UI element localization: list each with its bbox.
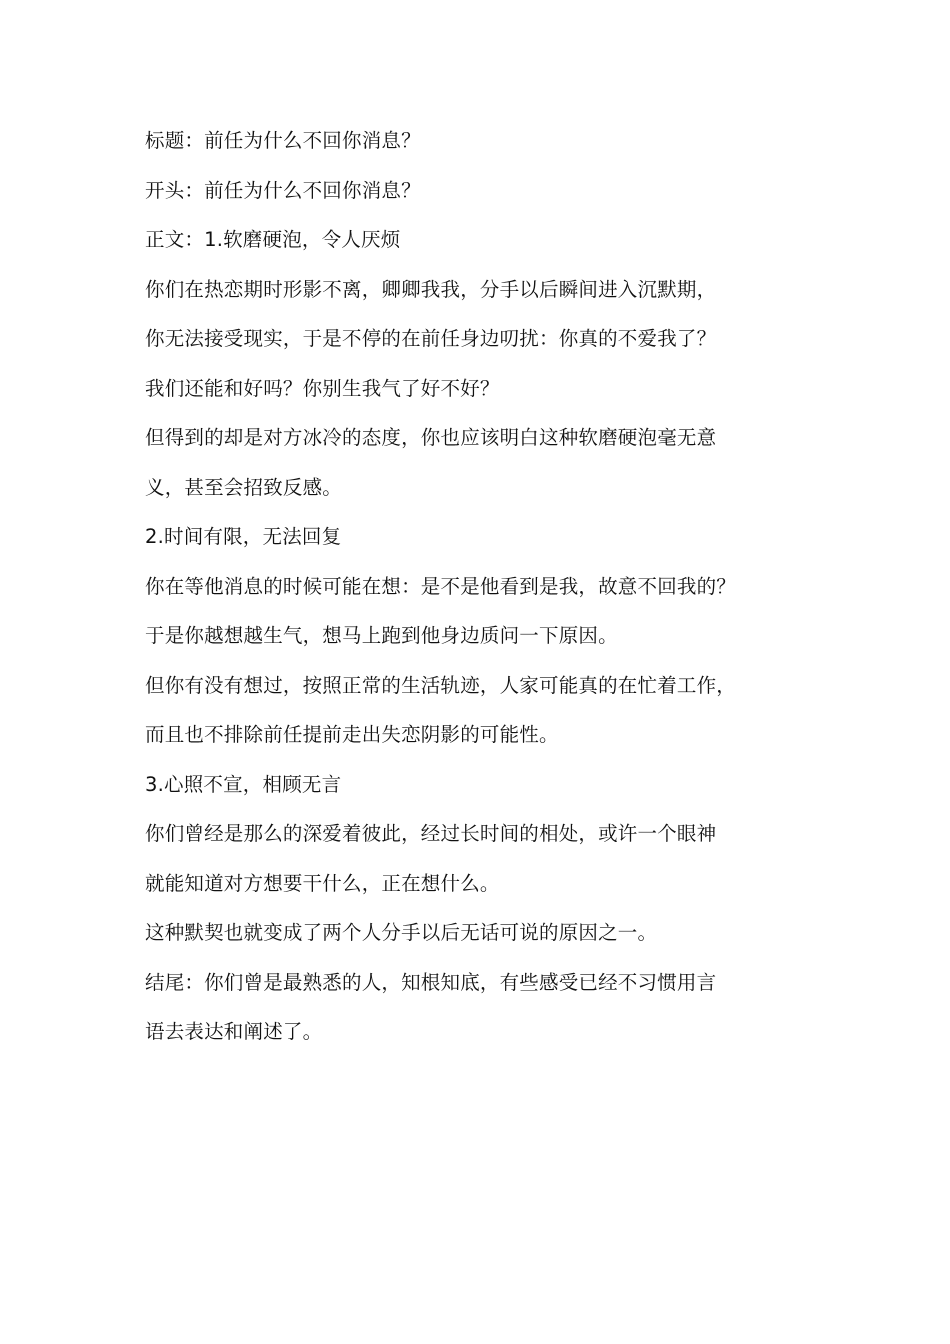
paragraph-line: 就能知道对方想要干什么，正在想什么。: [145, 871, 500, 895]
closing-line: 结尾：你们曾是最熟悉的人，知根知底，有些感受已经不习惯用言: [145, 970, 717, 994]
paragraph-line: 我们还能和好吗？你别生我气了好不好？: [145, 376, 500, 400]
paragraph-line: 你在等他消息的时候可能在想：是不是他看到是我，故意不回我的？: [145, 574, 737, 598]
paragraph-line: 义，甚至会招致反感。: [145, 475, 343, 499]
paragraph-line: 于是你越想越生气，想马上跑到他身边质问一下原因。: [145, 624, 618, 647]
paragraph-line: 但得到的却是对方冰冷的态度，你也应该明白这种软磨硬泡毫无意: [145, 426, 717, 449]
paragraph-line: 但你有没有想过，按照正常的生活轨迹，人家可能真的在忙着工作，: [145, 673, 737, 697]
opening-line: 开头：前任为什么不回你消息？: [145, 178, 421, 202]
paragraph-line: 你无法接受现实，于是不停的在前任身边叨扰：你真的不爱我了？: [145, 327, 717, 350]
section-heading-2: 2.时间有限，无法回复: [145, 525, 342, 548]
closing-line: 语去表达和阐述了。: [145, 1020, 323, 1043]
section-heading-1: 正文：1.软磨硬泡，令人厌烦: [145, 228, 401, 251]
paragraph-line: 你们曾经是那么的深爱着彼此，经过长时间的相处，或许一个眼神: [145, 822, 717, 845]
paragraph-line: 而且也不排除前任提前走出失恋阴影的可能性。: [145, 723, 559, 746]
paragraph-line: 你们在热恋期时形影不离，卿卿我我，分手以后瞬间进入沉默期，: [145, 277, 717, 301]
paragraph-line: 这种默契也就变成了两个人分手以后无话可说的原因之一。: [145, 921, 658, 944]
document-body: [145, 116, 835, 1057]
section-heading-3: 3.心照不宣，相顾无言: [145, 772, 342, 796]
title-line: 标题：前任为什么不回你消息？: [145, 129, 421, 152]
